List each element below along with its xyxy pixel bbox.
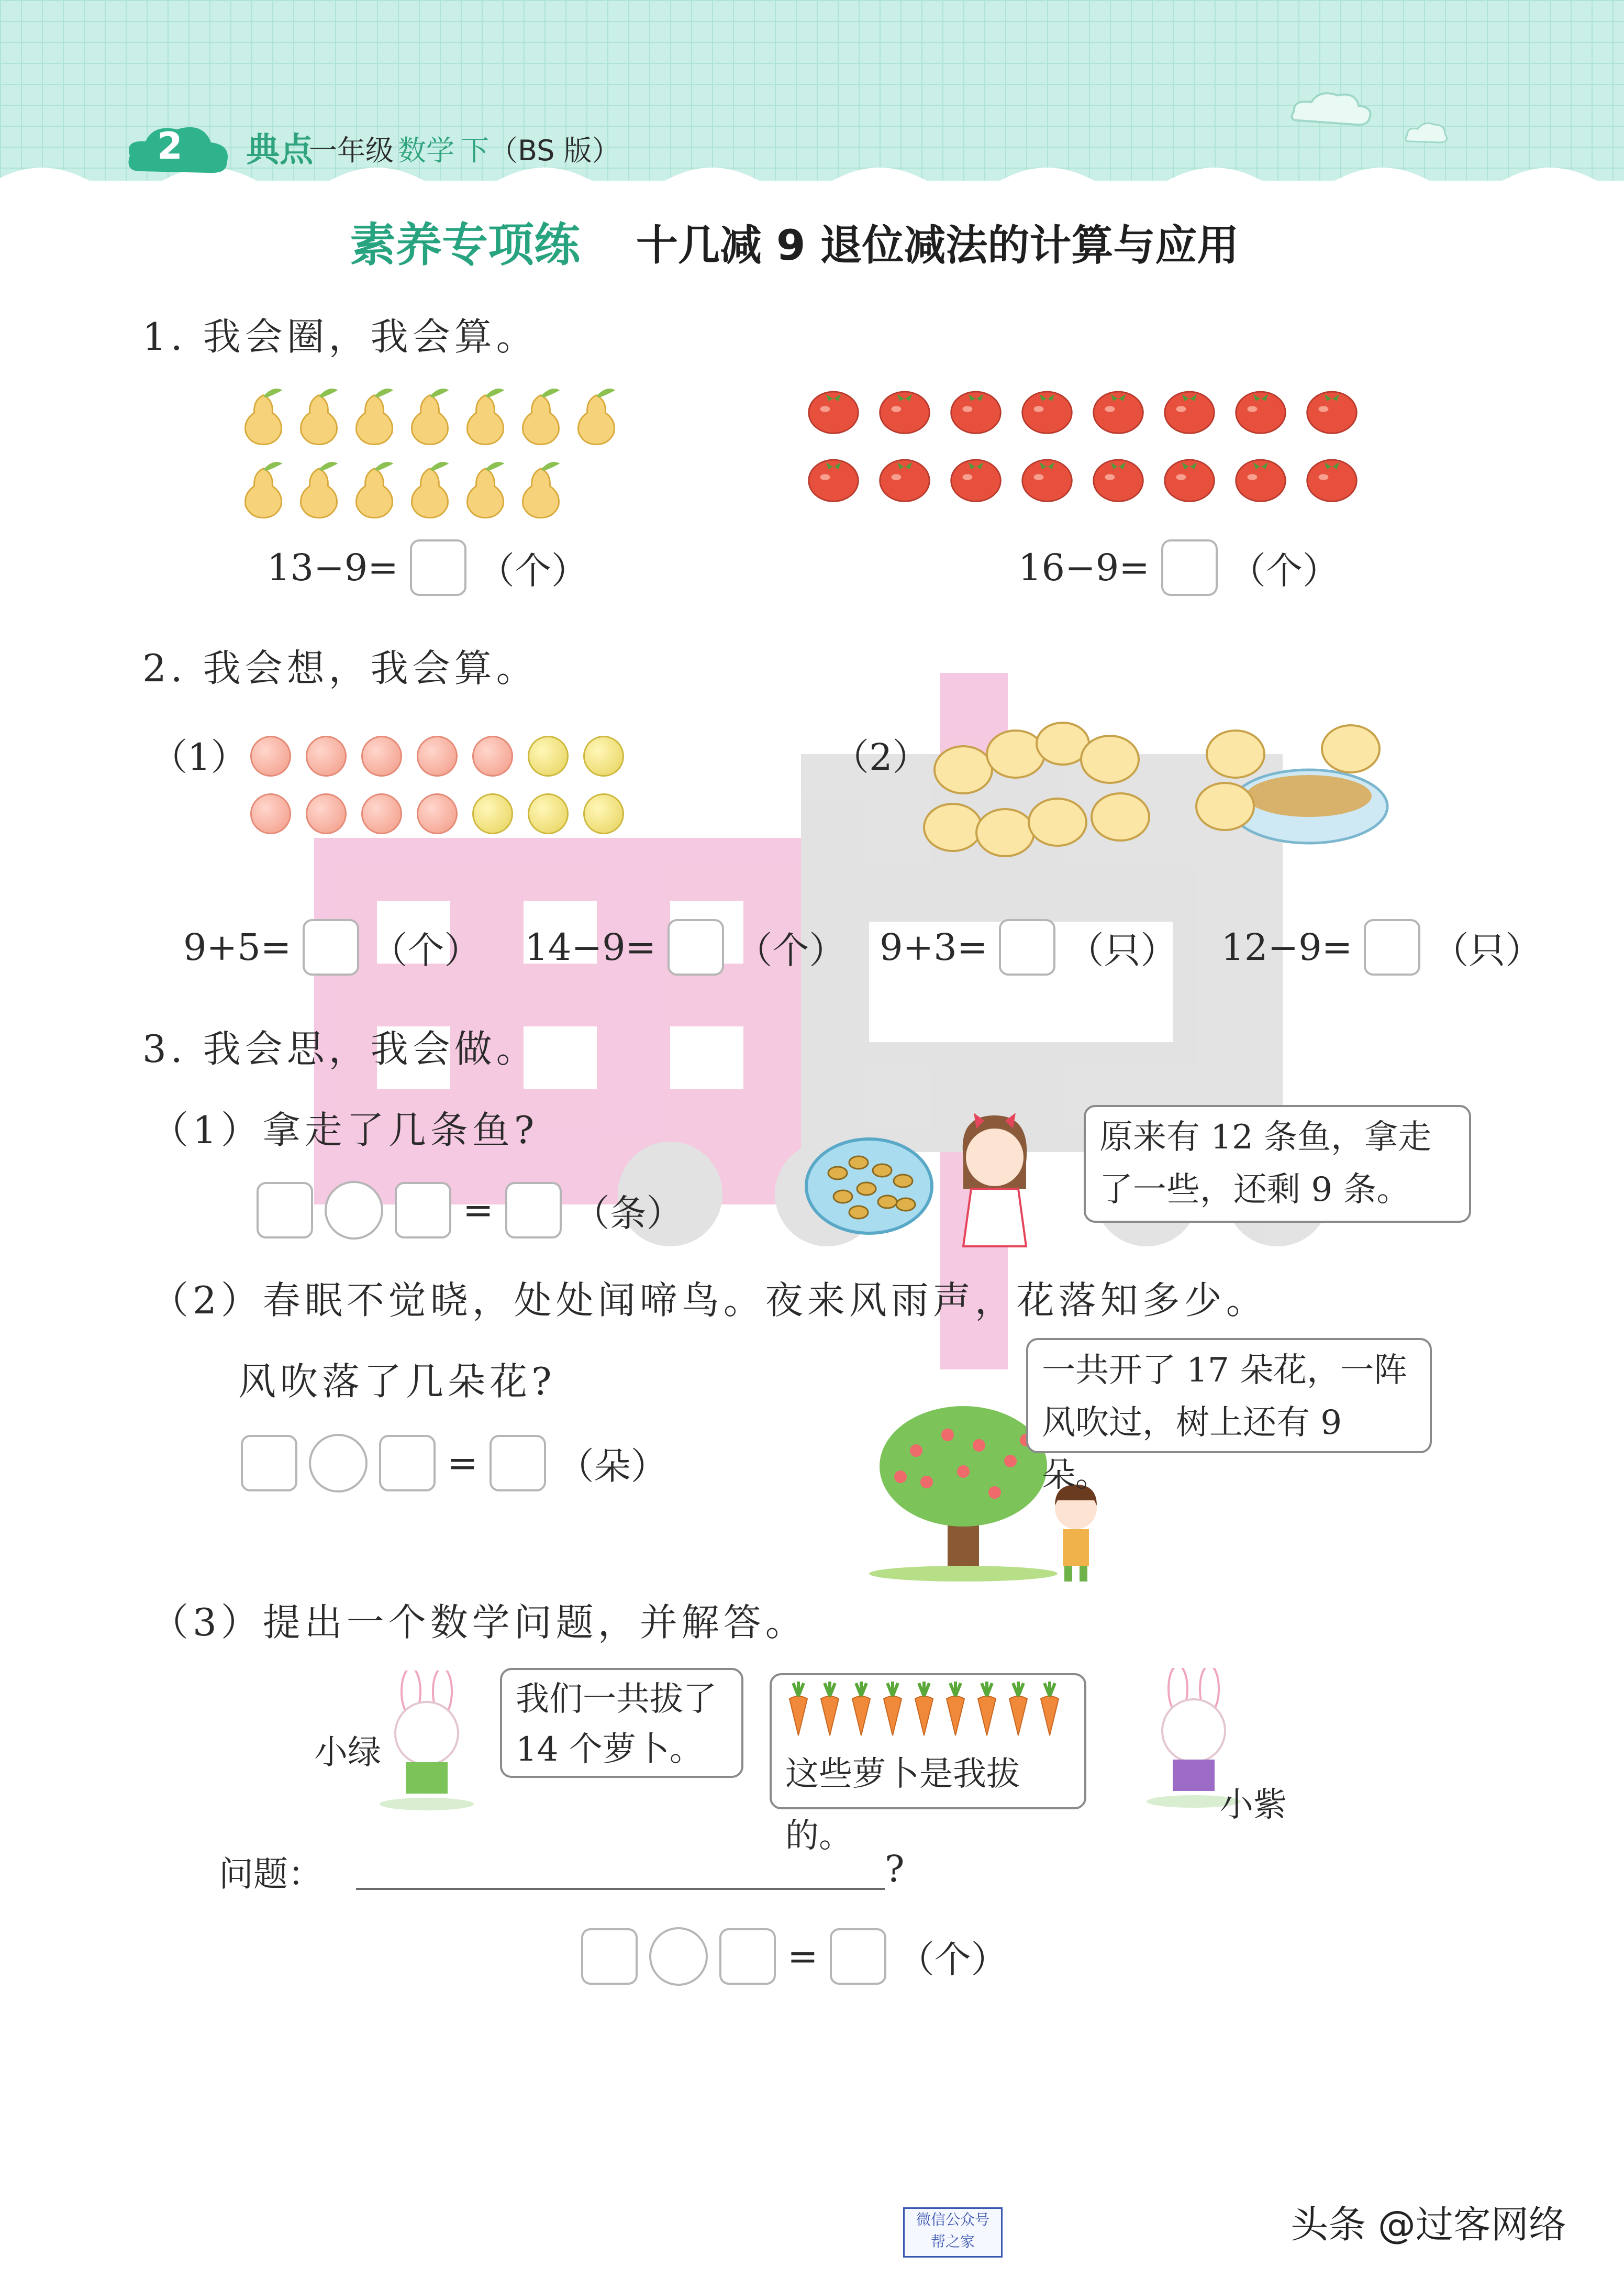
part-label: （2） — [832, 736, 929, 779]
tomato-icon — [1233, 385, 1288, 435]
pear-icon — [405, 458, 455, 519]
tomato-icon — [1162, 453, 1217, 503]
carrot-icon — [911, 1680, 937, 1738]
carrot-icon — [1037, 1680, 1063, 1738]
stamp-line: 帮之家 — [930, 2233, 975, 2250]
tomato-icon — [806, 453, 861, 503]
page-title: 十几减 9 退位减法的计算与应用 — [636, 221, 1239, 270]
yellow-bead — [583, 736, 624, 777]
carrot-group — [785, 1675, 1071, 1743]
tomato-icon — [1020, 385, 1074, 435]
yellow-bead — [528, 736, 569, 777]
speech-bubble — [1026, 1338, 1432, 1495]
unit-label: （朵） — [557, 1444, 668, 1488]
speech-bubble — [770, 1673, 1086, 1855]
question-1-heading: 1. 我会圈，我会算。 — [142, 315, 538, 359]
operator-circle[interactable] — [309, 1434, 368, 1492]
bubble-line: 我们一共拔了 — [516, 1680, 717, 1719]
q3-p3-answer-row: = （个） — [581, 1927, 1008, 1986]
pear-group — [238, 385, 636, 526]
pear-icon — [516, 385, 566, 446]
operator-circle[interactable] — [649, 1927, 708, 1986]
pear-icon — [405, 385, 455, 446]
pink-bead — [306, 736, 347, 777]
pear-icon — [294, 458, 344, 519]
bubble-line: 一共开了 17 朵花，一阵 — [1042, 1351, 1408, 1390]
answer-box[interactable] — [505, 1182, 562, 1238]
unit-label: （个） — [736, 928, 846, 972]
pink-bead — [417, 793, 458, 834]
answer-box[interactable] — [668, 919, 724, 976]
pink-bead — [472, 736, 513, 777]
sub-question-3: （3）提出一个数学问题，并解答。 — [151, 1600, 807, 1644]
tomato-icon — [1162, 385, 1217, 435]
answer-box[interactable] — [581, 1928, 638, 1985]
equation: 14−9= — [525, 926, 657, 969]
q1-left-equation: 13−9= — [267, 546, 398, 589]
edition-label: （BS 版） — [490, 134, 620, 167]
carrot-icon — [880, 1680, 906, 1738]
unit-label: （个） — [371, 928, 481, 972]
tomato-icon — [877, 453, 932, 503]
tomato-icon — [806, 385, 861, 435]
unit-label: （个） — [897, 1938, 1008, 1981]
answer-box[interactable] — [1364, 919, 1420, 976]
sub-question-2: 风吹落了几朵花? — [238, 1359, 556, 1403]
stamp-line: 微信公众号 — [916, 2211, 989, 2228]
carrot-icon — [974, 1680, 1000, 1738]
pear-icon — [238, 458, 288, 519]
bubble-line: 这些萝卜是我拔的。 — [785, 1755, 1020, 1855]
carrot-icon — [817, 1680, 843, 1738]
unit-label: （只） — [1432, 928, 1542, 972]
grade-label: 一年级 — [309, 134, 394, 167]
tomato-icon — [1233, 453, 1288, 503]
yellow-bead — [528, 793, 569, 834]
pink-bead — [306, 793, 347, 834]
subject-label: 数学 — [398, 134, 454, 167]
carrot-icon — [942, 1680, 969, 1738]
girl-character — [942, 1110, 1047, 1252]
chicks-feeding-illustration — [921, 712, 1393, 885]
carrot-icon — [848, 1680, 874, 1738]
carrot-icon — [1005, 1680, 1031, 1738]
tomato-icon — [1305, 385, 1359, 435]
carrot-icon — [785, 1680, 811, 1738]
pear-icon — [238, 385, 288, 446]
answer-box[interactable] — [257, 1182, 313, 1238]
character-name: 小紫 — [1220, 1786, 1287, 1824]
q3-p1-answer-row: = （条） — [257, 1181, 683, 1240]
speech-bubble — [500, 1668, 743, 1778]
pear-icon — [460, 385, 510, 446]
answer-box[interactable] — [999, 919, 1055, 976]
question-2-heading: 2. 我会想，我会算。 — [142, 646, 538, 690]
bead-group — [250, 736, 627, 841]
bubble-line: 了一些，还剩 9 条。 — [1099, 1170, 1410, 1209]
problem-label: 问题： — [219, 1854, 322, 1894]
volume-label: 下 — [461, 134, 489, 167]
equation: 9+3= — [880, 926, 988, 969]
rabbit-character — [369, 1671, 484, 1812]
pink-bead — [361, 736, 402, 777]
unit-label: （条） — [573, 1191, 683, 1235]
problem-answer-line[interactable] — [356, 1888, 885, 1890]
pink-bead — [361, 793, 402, 834]
answer-box[interactable] — [830, 1928, 886, 1985]
q3-p2-answer-row: = （朵） — [241, 1434, 668, 1492]
q2-equation-row-1 — [183, 919, 846, 976]
answer-box[interactable] — [395, 1182, 451, 1238]
tomato-icon — [1020, 453, 1074, 503]
equation: 9+5= — [183, 926, 292, 969]
answer-box[interactable] — [490, 1435, 546, 1491]
q1-right-equation-row — [1018, 539, 1339, 596]
tomato-icon — [949, 453, 1003, 503]
equation: 12−9= — [1221, 926, 1353, 969]
part-label: （1） — [151, 736, 248, 779]
speech-bubble — [1084, 1105, 1471, 1223]
pear-icon — [516, 458, 566, 519]
bubble-line: 14 个萝卜。 — [516, 1730, 703, 1769]
pear-icon — [294, 385, 344, 446]
q1-right-equation: 16−9= — [1018, 546, 1150, 589]
answer-box[interactable] — [1161, 539, 1218, 596]
unit-label: （个） — [477, 549, 588, 592]
sub-question-1: （1）拿走了几条鱼? — [151, 1108, 539, 1152]
q1-left-equation-row — [267, 539, 588, 596]
wechat-stamp — [903, 2207, 1003, 2258]
unit-label: （只） — [1067, 928, 1177, 972]
yellow-bead — [583, 793, 624, 834]
question-3-heading: 3. 我会思，我会做。 — [142, 1027, 538, 1071]
sub-question-2-poem: （2）春眠不觉晓，处处闻啼鸟。夜来风雨声，花落知多少。 — [151, 1278, 1268, 1322]
pink-bead — [417, 736, 458, 777]
unit-label: （个） — [1229, 549, 1339, 592]
brand-logo: 典点 — [246, 131, 313, 170]
pear-icon — [349, 385, 399, 446]
answer-box[interactable] — [719, 1928, 776, 1985]
pear-icon — [571, 385, 621, 446]
answer-box[interactable] — [379, 1435, 436, 1491]
answer-box[interactable] — [303, 919, 359, 976]
watermark-credit: 头条 @过客网络 — [1291, 2203, 1566, 2247]
pear-icon — [349, 458, 399, 519]
bubble-line: 原来有 12 条鱼，拿走 — [1099, 1118, 1432, 1157]
tomato-icon — [949, 385, 1003, 435]
fishbowl-icon — [801, 1126, 937, 1236]
character-name: 小绿 — [314, 1733, 381, 1772]
pear-icon — [460, 458, 510, 519]
problem-question-mark: ? — [885, 1848, 905, 1890]
tomato-icon — [1305, 453, 1359, 503]
pink-bead — [250, 736, 291, 777]
tomato-icon — [1091, 385, 1145, 435]
tomato-icon — [1091, 453, 1145, 503]
bubble-line: 风吹过，树上还有 9 朵。 — [1042, 1403, 1342, 1495]
pink-bead — [250, 793, 291, 834]
answer-box[interactable] — [410, 539, 466, 596]
operator-circle[interactable] — [325, 1181, 383, 1240]
tomato-icon — [877, 385, 932, 435]
tomato-group — [806, 385, 1377, 516]
section-label: 素养专项练 — [350, 218, 581, 272]
answer-box[interactable] — [241, 1435, 297, 1491]
q2-equation-row-2 — [880, 919, 1542, 976]
yellow-bead — [472, 793, 513, 834]
page-number: 2 — [157, 125, 183, 168]
